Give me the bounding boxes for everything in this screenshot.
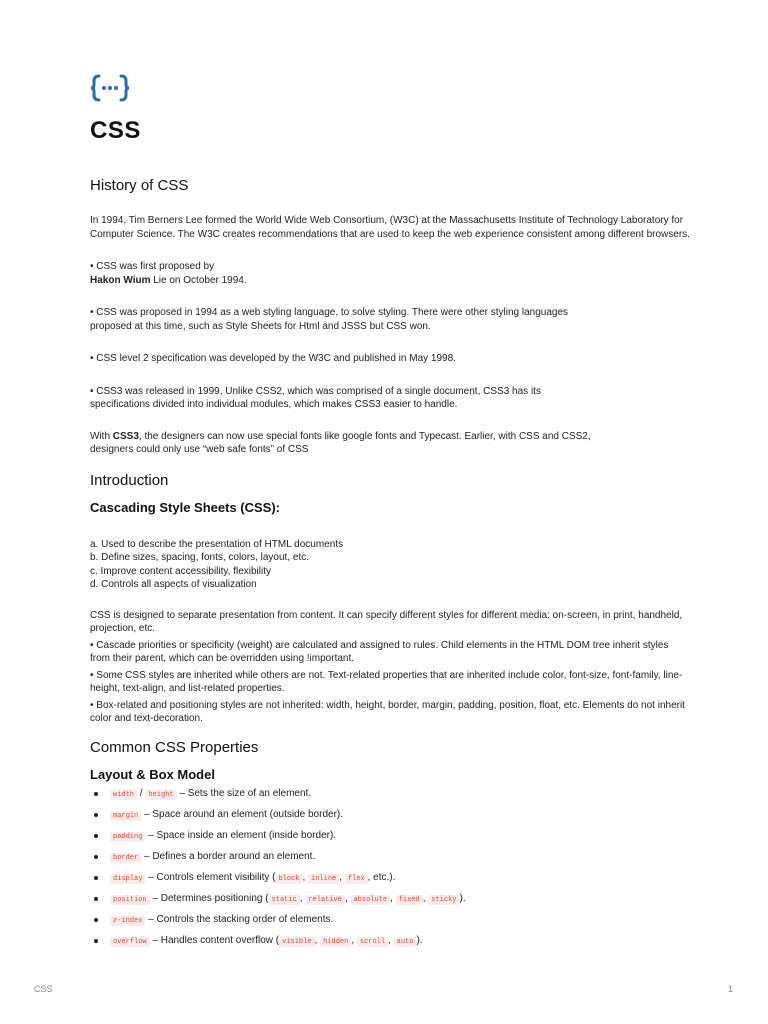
separator: , [344,892,351,904]
footer-label: CSS [34,984,53,994]
intro-paragraph-1: CSS is designed to separate presentation from content. It can specify different styles for different media: on-screen, in print, handheld, projection, etc. [90,609,683,634]
code-inline: inline [308,874,339,884]
code-overflow: overflow [110,937,150,947]
description-end: ). [416,934,423,946]
list-item: b. Define sizes, spacing, fonts, colors, layout, etc. [90,552,309,563]
code-hidden: hidden [320,937,351,947]
separator: , [422,892,429,904]
description: – Sets the size of an element. [176,787,312,799]
intro-paragraph-2: • Cascade priorities or specificity (weight) are calculated and assigned to rules. Child elements in the HTML DOM tree inherit styles from their parent, which can be overridden using !important. [90,639,669,664]
introduction-list [90,538,690,592]
separator: , [351,934,357,946]
page-title: CSS [90,117,141,144]
description: – Defines a border around an element. [141,850,316,862]
code-static: static [269,895,300,905]
list-item [90,784,690,805]
intro-paragraph-4: • Box-related and positioning styles are not inherited: width, height, border, margin, padding, position, float, etc. Elements do not inherit color and text-decoration. [90,699,685,724]
css3-paragraph [90,430,595,457]
history-bullet-3: • CSS level 2 specification was developed by the W3C and published in May 1998. [90,353,456,364]
list-item [90,868,690,889]
history-intro: In 1994, Tim Berners Lee formed the World Wide Web Consortium, (W3C) at the Massachusetts Institute of Technology Laboratory for Computer Science. The W3C creates recommendations that are used to keep the web experience consistent among different browsers. [90,215,690,240]
history-heading: History of CSS [90,177,189,194]
separator: , [314,934,321,946]
description: – Handles content overflow ( [149,934,280,946]
code-display: display [110,874,145,884]
code-flex: flex [345,874,368,884]
code-block: block [275,874,302,884]
document-page [90,72,690,952]
list-item [90,805,690,826]
separator: , [388,934,394,946]
list-item [90,889,690,910]
list-item: a. Used to describe the presentation of HTML documents [90,538,344,550]
properties-list [90,784,690,952]
code-z-index: z-index [110,916,145,926]
list-item: d. Controls all aspects of visualization [90,579,257,590]
code-absolute: absolute [351,895,391,905]
separator: / [137,787,146,799]
page-number: 1 [728,984,734,994]
bullet-1-text: • CSS was first proposed by [90,261,215,272]
code-fixed: fixed [396,895,423,905]
code-sticky: sticky [428,895,459,905]
separator: , [302,871,309,883]
css3-prefix: With [90,430,113,442]
bullet-1-suffix: Lie on October 1994. [150,274,247,286]
separator: , [299,892,306,904]
history-bullet-4: • CSS3 was released in 1999, Unlike CSS2, which was comprised of a single document, CSS3 has its specifications divided into individual modules, which makes CSS3 easier to handle. [90,385,541,410]
introduction-heading: Introduction [90,471,169,489]
description: – Controls element visibility ( [145,871,276,883]
curly-braces-icon [90,72,130,104]
list-item [90,910,690,931]
person-name: Hakon Wium [90,274,151,286]
description-end: , etc.). [367,871,396,883]
css3-rest: , the designers can now use special fonts like google fonts and Typecast. Earlier, with CSS and CSS2, designers could only use “web safe fonts” of CSS [90,430,591,455]
description: – Space around an element (outside border). [141,808,344,820]
code-scroll: scroll [357,937,388,947]
css3-bold: CSS3 [112,430,139,442]
common-properties-heading: Common CSS Properties [90,738,259,756]
code-relative: relative [305,895,345,905]
css-subheading: Cascading Style Sheets (CSS): [90,499,280,515]
code-height: height [145,790,176,800]
code-width: width [110,790,137,800]
code-auto: auto [394,937,417,947]
description: – Space inside an element (inside border). [145,829,337,841]
code-visible: visible [279,937,314,947]
code-padding: padding [110,832,145,842]
code-border: border [110,853,141,863]
list-item [90,931,690,952]
list-item [90,826,690,847]
description: – Controls the stacking order of elements. [145,913,334,925]
description-end: ). [459,892,466,904]
code-margin: margin [110,811,141,821]
list-item: c. Improve content accessibility, flexibility [90,565,271,577]
history-bullet-1 [90,260,690,287]
layout-subheading: Layout & Box Model [90,766,215,782]
separator: , [339,871,345,883]
description: – Determines positioning ( [149,892,269,904]
history-bullet-2: • CSS was proposed in 1994 as a web styling language, to solve styling. There were other styling languages proposed at this time, such as Style Sheets for Html and JSSS but CSS won. [90,307,569,332]
separator: , [390,892,396,904]
code-position: position [110,895,150,905]
intro-paragraph-3: • Some CSS styles are inherited while others are not. Text-related properties that are inherited include color, font-size, font-family, line-height, text-align, and list-related properties. [90,669,683,694]
list-item [90,847,690,868]
